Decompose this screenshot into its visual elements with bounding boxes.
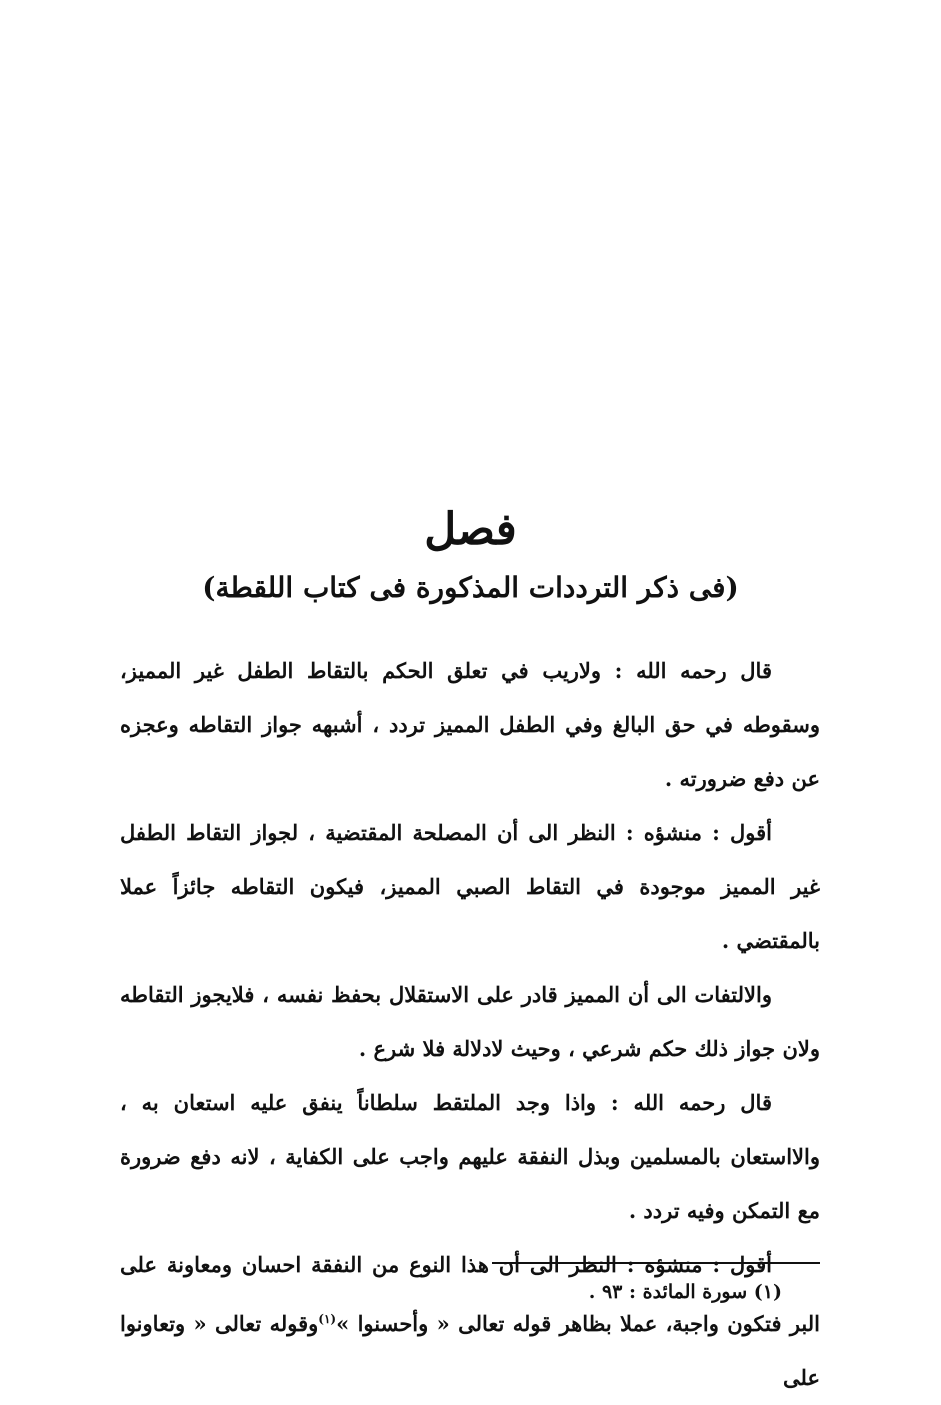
paragraph: والالتفات الى أن المميز قادر على الاستقلال بحفظ نفسه ، فلايجوز التقاطه ولان جواز ذلك حكم شرعي ، وحيث لادلالة فلا شرع .	[120, 982, 820, 1061]
paragraph-text-before-ref: أقول : منشؤه : النظر الى أن هذا النوع من النفقة احسان ومعاونة على البر فتكون واجبة، عملا بظاهر قوله تعالى « وأحسنوا »	[120, 1252, 820, 1336]
paragraph: قال رحمه الله : ولاريب في تعلق الحكم بالتقاط الطفل غير المميز، وسقوطه في حق البالغ وفي الطفل المميز تردد ، أشبهه جواز التقاطه وعجزه عن دفع ضرورته .	[120, 658, 820, 791]
paragraph-text-after-ref: وقوله تعالى « وتعاونوا على	[120, 1311, 820, 1390]
footnote: (١) سورة المائدة : ٩٣ .	[588, 1281, 782, 1303]
footnote-divider	[492, 1262, 820, 1264]
footnote-reference: (١)	[318, 1312, 337, 1326]
paragraph: قال رحمه الله : واذا وجد الملتقط سلطاناً ينفق عليه استعان به ، والااستعان بالمسلمين وبذل النفقة عليهم واجب على الكفاية ، لانه دفع ضرورة مع التمكن وفيه تردد .	[120, 1090, 820, 1223]
chapter-subtitle: (فى ذكر الترددات المذكورة فى كتاب اللقطة)	[202, 571, 739, 604]
paragraph: أقول : منشؤه : النظر الى أن المصلحة المقتضية ، لجواز التقاط الطفل غير المميز موجودة في التقاط الصبي المميز، فيكون التقاطه جائزاً عملا بالمقتضي .	[120, 820, 820, 953]
chapter-title: فصل	[424, 504, 517, 555]
